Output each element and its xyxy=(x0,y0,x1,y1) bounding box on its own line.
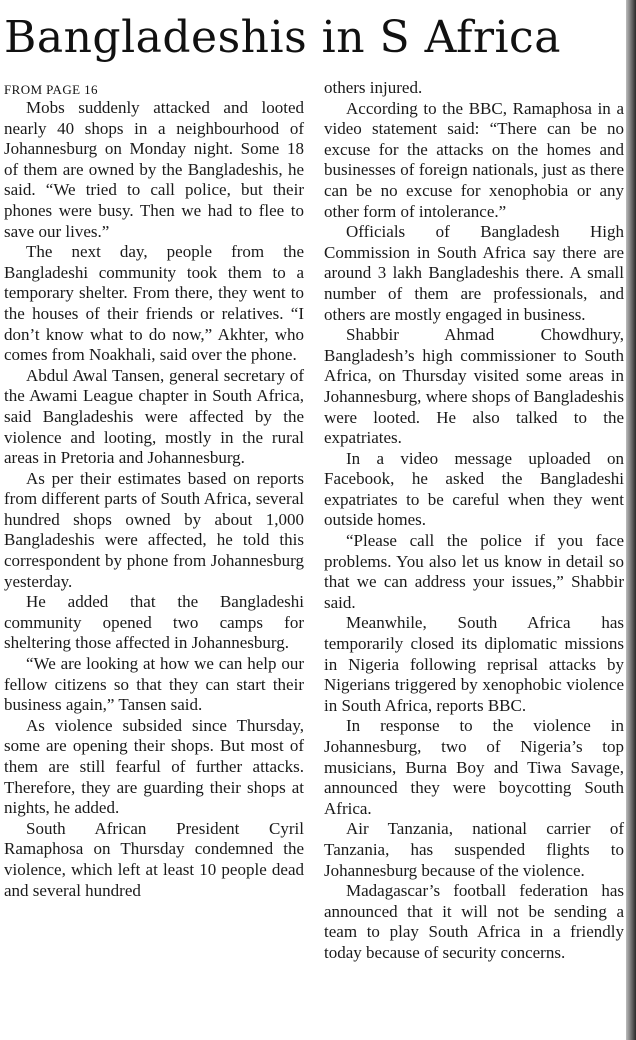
article-column-left xyxy=(4,78,304,901)
paragraph-continued: others injured. xyxy=(324,78,423,97)
paragraph: As per their estimates based on reports from different parts of South Africa, several hundred shops owned by about 1,000 Bangladeshis were affected, he told this correspondent by phone from Johannesburg yesterday. xyxy=(4,468,304,591)
paragraph: The next day, people from the Bangladeshi community took them to a temporary shelter. From there, they went to the houses of their friends or relatives. “I don’t know what to do now,” Akhter, who comes from Noakhali, said over the phone. xyxy=(4,242,304,365)
paragraph: Madagascar’s football federation has announced that it will not be sending a team to play South Africa in a friendly today because of security concerns. xyxy=(324,881,624,962)
paragraph: In response to the violence in Johannesburg, two of Nigeria’s top musicians, Burna Boy and Tiwa Savage, announced they were boycotting South Africa. xyxy=(324,716,624,818)
paragraph: “Please call the police if you face problems. You also let us know in detail so that we can address your issues,” Shabbir said. xyxy=(324,531,624,612)
paragraph: South African President Cyril Ramaphosa on Thursday condemned the violence, which left at least 10 people dead and several hundred xyxy=(4,818,304,900)
article-column-right xyxy=(324,78,624,964)
paragraph: According to the BBC, Ramaphosa in a video statement said: “There can be no excuse for the attacks on the homes and businesses of foreign nationals, just as there can be no excuse for xenophobia or any other form of intolerance.” xyxy=(324,98,624,221)
jump-line: FROM PAGE 16 xyxy=(4,82,98,97)
paragraph: Officials of Bangladesh High Commission in South Africa say there are around 3 lakh Bangladeshis there. A small number of them are professionals, and others are mostly engaged in business. xyxy=(324,222,624,324)
paragraph: “We are looking at how we can help our fellow citizens so that they can start their business again,” Tansen said. xyxy=(4,654,304,715)
paragraph: He added that the Bangladeshi community opened two camps for sheltering those affected in Johannesburg. xyxy=(4,592,304,653)
paragraph: Abdul Awal Tansen, general secretary of the Awami League chapter in South Africa, said Bangladeshis were affected by the violence and looting, mostly in the rural areas in Pretoria and Johannesburg. xyxy=(4,365,304,468)
paragraph: Shabbir Ahmad Chowdhury, Bangladesh’s high commissioner to South Africa, on Thursday visited some areas in Johannesburg, where shops of Bangladeshis were looted. He also talked to the expatriates. xyxy=(324,325,624,448)
headline: Bangladeshis in S Africa xyxy=(4,12,561,63)
paragraph: As violence subsided since Thursday, some are opening their shops. But most of them are still fearful of further attacks. Therefore, they are guarding their shops at nights, he added. xyxy=(4,715,304,818)
paragraph: In a video message uploaded on Facebook, he asked the Bangladeshi expatriates to be careful when they went outside homes. xyxy=(324,448,624,530)
paragraph: Mobs suddenly attacked and looted nearly 40 shops in a neighbourhood of Johannesburg on Monday night. Some 18 of them are owned by the Bangladeshis, he said. “We tried to call police, but their phones were busy. Then we had to flee to save our lives.” xyxy=(4,98,304,241)
paragraph: Meanwhile, South Africa has temporarily closed its diplomatic missions in Nigeria following reprisal attacks by Nigerians triggered by xenophobic violence in South Africa, reports BBC. xyxy=(324,613,624,715)
page-edge-shadow xyxy=(626,0,636,1040)
paragraph: Air Tanzania, national carrier of Tanzania, has suspended flights to Johannesburg because of the violence. xyxy=(324,819,624,880)
